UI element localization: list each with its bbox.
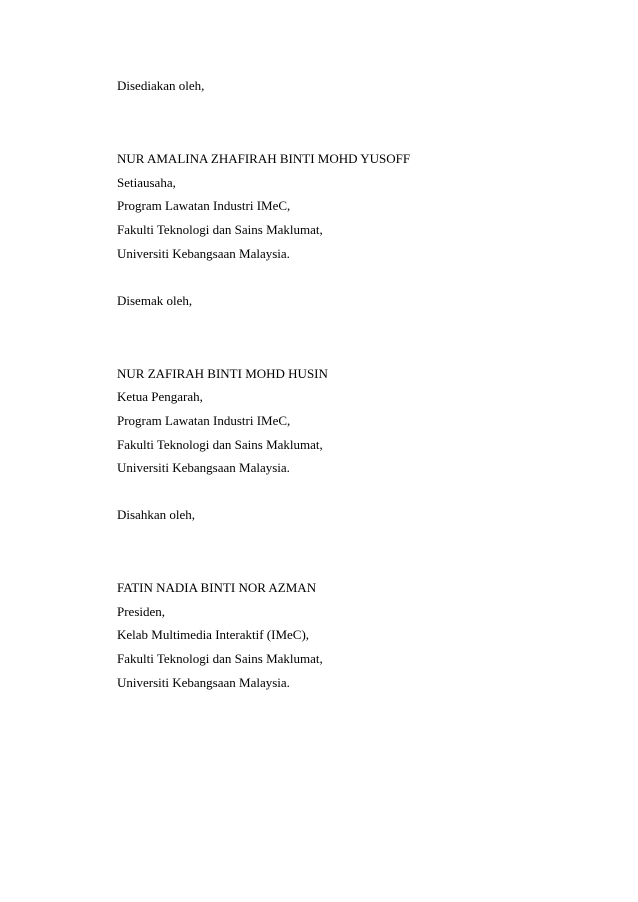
reviewer-name: NUR ZAFIRAH BINTI MOHD HUSIN — [117, 366, 328, 381]
reviewer-faculty: Fakulti Teknologi dan Sains Maklumat, — [117, 437, 323, 452]
reviewed-by-heading: Disemak oleh, — [117, 293, 193, 308]
preparer-position: Setiausaha, — [117, 175, 176, 190]
reviewer-organization: Program Lawatan Industri IMeC, — [117, 413, 291, 428]
approver-organization: Kelab Multimedia Interaktif (IMeC), — [117, 627, 310, 642]
reviewer-position: Ketua Pengarah, — [117, 389, 203, 404]
preparer-faculty: Fakulti Teknologi dan Sains Maklumat, — [117, 222, 323, 237]
approver-university: Universiti Kebangsaan Malaysia. — [117, 675, 290, 690]
preparer-name: NUR AMALINA ZHAFIRAH BINTI MOHD YUSOFF — [117, 151, 411, 166]
preparer-university: Universiti Kebangsaan Malaysia. — [117, 246, 290, 261]
approved-by-heading: Disahkan oleh, — [117, 507, 195, 522]
approver-faculty: Fakulti Teknologi dan Sains Maklumat, — [117, 651, 323, 666]
prepared-by-heading: Disediakan oleh, — [117, 78, 205, 93]
reviewer-university: Universiti Kebangsaan Malaysia. — [117, 460, 290, 475]
approver-name: FATIN NADIA BINTI NOR AZMAN — [117, 580, 317, 595]
approver-position: Presiden, — [117, 604, 166, 619]
preparer-organization: Program Lawatan Industri IMeC, — [117, 198, 291, 213]
